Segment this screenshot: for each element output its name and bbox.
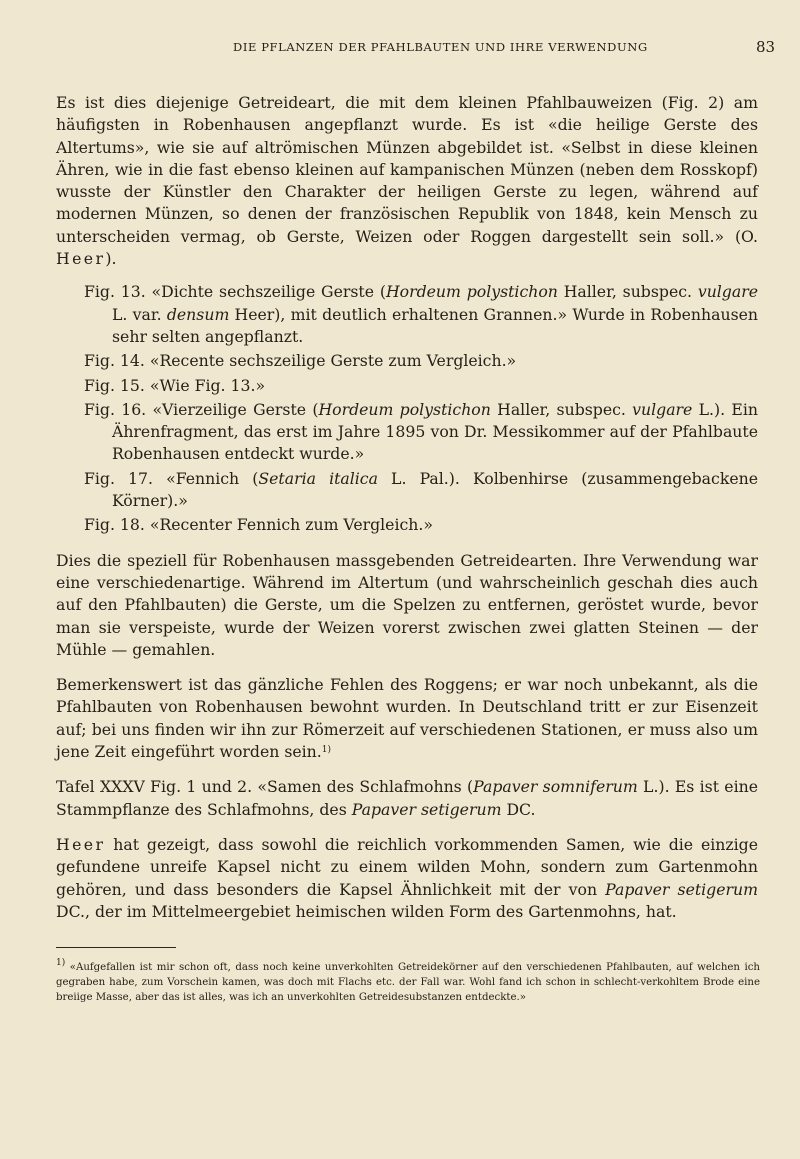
paragraph-barley-intro: Es ist dies diejenige Getreideart, die mit dem kleinen Pfahlbauweizen (Fig. 2) am häufigsten in Robenhausen angepflanzt wurde. Es ist «die heilige Gerste des Altertums», wie sie auf altrömischen Münzen abgebildet ist. «Selbst in diese kleinen Ähren, wie in die fast ebenso kleinen auf kampanischen Münzen (neben dem Rosskopf) wusste der Künstler den Charakter der heiligen Gerste zu legen, während auf modernen Münzen, so denen der französischen Republik von 1848, kein Mensch zu unterscheiden vermag, ob Gerste, Weizen oder Roggen dargestellt sein soll.» (O. Heer). xyxy=(56,93,758,269)
fig-14-caption: Fig. 14. «Recente sechszeilige Gerste zum Vergleich.» xyxy=(84,351,517,371)
paragraph-heer-poppy: Heer hat gezeigt, dass sowohl die reichlich vorkommenden Samen, wie die einzige gefundene unreife Kapsel nicht zu einem wilden Mohn, sondern zum Gartenmohn gehören, und dass besonders die Kapsel Ähnlichkeit mit der von Papaver setigerum DC., der im Mittelmeergebiet heimischen wilden Form des Gartenmohns, hat. xyxy=(56,834,758,921)
paragraph-tafel-xxxv: Tafel XXXV Fig. 1 und 2. «Samen des Schlafmohns (Papaver somniferum L.). Es ist eine Stammpflanze des Schlafmohns, des Papaver setigerum DC. xyxy=(56,777,758,819)
footnote-divider xyxy=(56,947,176,948)
fig-13-caption: Fig. 13. «Dichte sechszeilige Gerste (Hordeum polystichon Haller, subspec. vulgare L. var. densum Heer), mit deutlich erhaltenen Grannen.» Wurde in Robenhausen sehr selten angepflanzt. xyxy=(84,282,759,346)
fig-18-caption: Fig. 18. «Recenter Fennich zum Vergleich.» xyxy=(84,515,433,535)
footnote xyxy=(56,960,760,1005)
page-number: 83 xyxy=(756,38,776,56)
fig-17-caption: Fig. 17. «Fennich (Setaria italica L. Pal.). Kolbenhirse (zusammengebackene Körner).» xyxy=(84,468,758,511)
figure-list xyxy=(56,281,758,536)
fig-15-caption: Fig. 15. «Wie Fig. 13.» xyxy=(84,375,266,395)
running-title: DIE PFLANZEN DER PFAHLBAUTEN UND IHRE VERWENDUNG xyxy=(233,40,648,54)
paragraph-usage: Dies die speziell für Robenhausen massgebenden Getreidearten. Ihre Verwendung war eine verschiedenartige. Während im Altertum (und wahrscheinlich geschah dies auch auf den Pfahlbauten) die Gerste, um die Spelzen zu entfernen, geröstet wurde, bevor man sie verspeiste, wurde der Weizen vorerst zwischen zwei glatten Steinen — der Mühle — gemahlen. xyxy=(56,550,758,659)
body-text xyxy=(56,92,758,923)
footnote-marker: 1) xyxy=(56,958,66,968)
paragraph-rye: Bemerkenswert ist das gänzliche Fehlen des Roggens; er war noch unbekannt, als die Pfahlbauten von Robenhausen bewohnt wurden. In Deutschland tritt er zur Eisenzeit auf; bei uns finden wir ihn zur Römerzeit auf verschiedenen Stationen, er muss also um jene Zeit eingeführt worden sein.$^{1)}$ xyxy=(56,675,758,762)
fig-16-caption: Fig. 16. «Vierzeilige Gerste (Hordeum polystichon Haller, subspec. vulgare L.). Ein Ährenfragment, das erst im Jahre 1895 von Dr. Messikommer auf der Pfahlbaute Robenhausen entdeckt wurde.» xyxy=(84,399,758,464)
footnote-reference: 1) xyxy=(321,745,332,756)
author-heer: Heer xyxy=(56,834,106,854)
author-heer: Heer xyxy=(56,249,106,269)
footnote-text: «Aufgefallen ist mir schon oft, dass noch keine unverkohlten Getreidekörner auf den verschiedenen Pfahlbauten, auf welchen ich gegraben habe, zum Vorschein kamen, was doch mit Flachs etc. der Fall war. Wohl fand ich schon in schlecht-verkohltem Brode eine breiige Masse, aber das ist alles, was ich an unverkohlten Getreidesubstanzen entdeckte.» xyxy=(56,962,760,1003)
